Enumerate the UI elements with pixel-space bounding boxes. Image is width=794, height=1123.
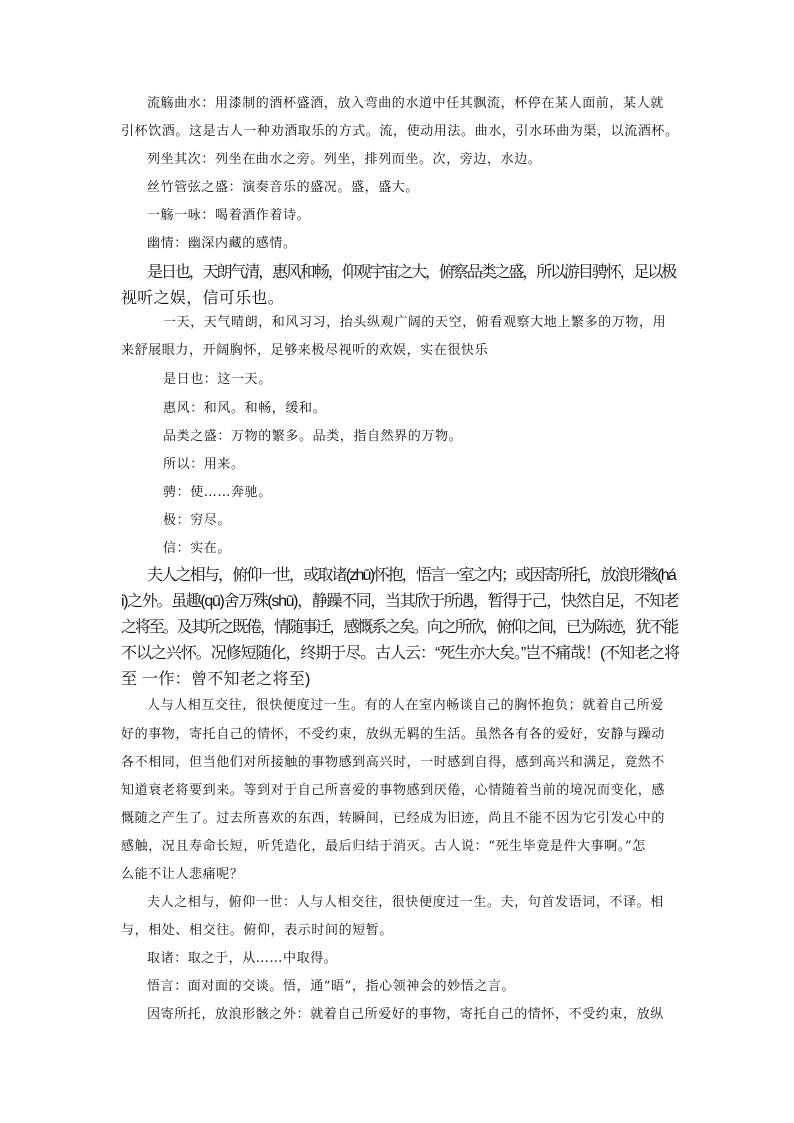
passage-2-note: 是日也：这一天。 [163,372,272,387]
passage-3-original-line-3: 之将至。及其所之既倦，情随事迁，感慨系之矣。向之所欣，俯仰之间，已为陈迹，犹不能 [121,619,678,636]
note-liezuo: 列坐其次：列坐在曲水之旁。列坐，排列而坐。次，旁边，水边。 [147,152,542,167]
passage-2-translation-line-1: 一天，天气晴朗，和风习习，抬头纵观广阔的天空，俯看观察大地上繁多的万物，用 [163,315,667,330]
passage-3-original-line-1: 夫人之相与，俯仰一世，或取诸(zhū)怀抱，悟言一室之内；或因寄所托，放浪形骸(há [147,567,675,584]
passage-3-original-line-4: 不以之兴怀。况修短随化，终期于尽。古人云：“死生亦大矣。”岂不痛哉！(不知老之将 [121,645,679,662]
passage-3-translation-line-5: 慨随之产生了。过去所喜欢的东西，转瞬间，已经成为旧迹，尚且不能不因为它引发心中的 [121,811,666,826]
note-furen-line-1: 夫人之相与，俯仰一世：人与人相交往，很快便度过一生。夫，句首发语词，不译。相 [147,895,664,910]
passage-3-translation-line-7: 么能不让人悲痛呢？ [121,867,244,882]
passage-2-translation-line-2: 来舒展眼力，开阔胸怀，足够来极尽视听的欢娱，实在很快乐 [121,343,489,358]
note-furen-line-2: 与，相处、相交往。俯仰，表示时间的短暂。 [121,923,394,938]
note-liushang-line-2: 引杯饮酒。这是古人一种劝酒取乐的方式。流，使动用法。曲水，引水环曲为渠，以流酒杯。 [121,124,679,139]
passage-2-note: 品类之盛：万物的繁多。品类，指自然界的万物。 [163,429,463,444]
note-youqing: 幽情：幽深内藏的感情。 [147,236,297,251]
passage-2-original-line-1: 是日也，天朗气清，惠风和畅，仰观宇宙之大，俯察品类之盛，所以游目骋怀，足以极 [147,264,676,281]
passage-3-translation-line-3: 各不相同，但当他们对所接触的事物感到高兴时，一时感到自得，感到高兴和满足，竟然不 [121,755,666,770]
passage-3-translation-line-2: 好的事物，寄托自己的情怀，不受约束，放纵无羁的生活。虽然各有各的爱好，安静与躁动 [121,727,666,742]
passage-2-note: 所以：用来。 [163,457,245,472]
passage-2-note: 惠风：和风。和畅，缓和。 [163,401,327,416]
passage-3-translation-line-1: 人与人相互交往，很快便度过一生。有的人在室内畅谈自己的胸怀抱负；就着自己所爱 [147,698,664,713]
passage-3-original-line-5: 至 一作：曾不知老之将至) [121,671,311,688]
note-yinji: 因寄所托，放浪形骸之外：就着自己所爱好的事物，寄托自己的情怀，不受约束，放纵 [147,1007,664,1022]
passage-3-translation-line-4: 知道衰老将要到来。等到对于自己所喜爱的事物感到厌倦，心情随着当前的境况而变化，感 [121,783,666,798]
passage-3-original-line-2: i)之外。虽趣(qū)舍万殊(shū)，静躁不同，当其欣于所遇，暂得于己，快然自足，不知老 [121,593,679,610]
passage-3-translation-line-6: 感触，况且寿命长短，听凭造化，最后归结于消灭。古人说：“死生毕竟是件大事啊。”怎 [121,839,646,854]
passage-2-original-line-2: 视听之娱，信可乐也。 [121,290,285,307]
note-quzhu: 取诸：取之于，从……中取得。 [147,951,338,966]
note-liushang-line-1: 流觞曲水：用漆制的酒杯盛酒，放入弯曲的水道中任其飘流，杯停在某人面前，某人就 [147,96,664,111]
passage-2-note: 骋：使……奔驰。 [163,485,272,500]
note-sizhu: 丝竹管弦之盛：演奏音乐的盛况。盛，盛大。 [147,180,420,195]
note-yishang: 一觞一咏：喝着酒作着诗。 [147,208,311,223]
passage-2-note: 信：实在。 [163,541,232,556]
passage-2-note: 极：穷尽。 [163,513,232,528]
note-wuyan: 悟言：面对面的交谈。悟，通“晤”，指心领神会的妙悟之言。 [147,979,516,994]
